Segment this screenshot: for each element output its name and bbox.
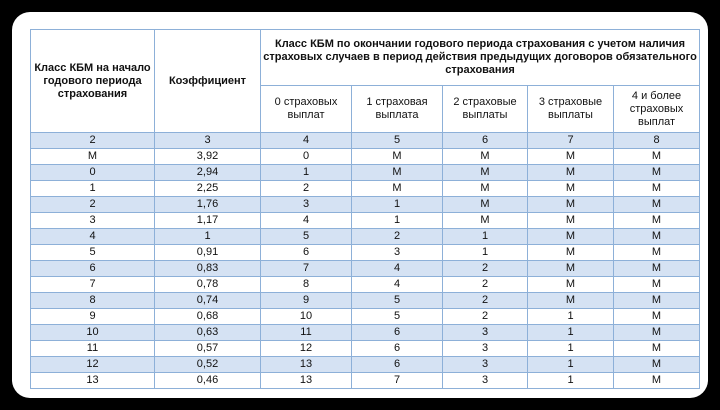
table-cell: 3	[31, 213, 155, 229]
table-row	[31, 213, 700, 229]
table-cell: М	[614, 309, 700, 325]
table-cell: 6	[31, 261, 155, 277]
table-row	[31, 341, 700, 357]
table-cell: 1	[352, 197, 443, 213]
table-cell: М	[352, 181, 443, 197]
table-cell: 6	[443, 133, 528, 149]
table-cell: 1	[528, 357, 614, 373]
table-cell: М	[614, 325, 700, 341]
table-cell: М	[614, 357, 700, 373]
table-cell: 6	[352, 357, 443, 373]
header-sub-3: 3 страховые выплаты	[528, 86, 614, 133]
table-cell: 7	[352, 373, 443, 389]
table-cell: 4	[31, 229, 155, 245]
table-cell: 3	[443, 357, 528, 373]
table-cell: 1,17	[155, 213, 261, 229]
table-cell: 5	[31, 245, 155, 261]
table-cell: 0,83	[155, 261, 261, 277]
table-cell: 10	[31, 325, 155, 341]
table-cell: 12	[261, 341, 352, 357]
table-row	[31, 277, 700, 293]
table-cell: 9	[261, 293, 352, 309]
table-cell: 2	[31, 197, 155, 213]
table-cell: М	[614, 277, 700, 293]
table-cell: М	[614, 341, 700, 357]
table-cell: М	[528, 245, 614, 261]
header-sub-2: 2 страховые выплаты	[443, 86, 528, 133]
table-row	[31, 133, 700, 149]
header-end-class-group: Класс КБМ по окончании годового периода страхования с учетом наличия страховых случаев в период действия предыдущих договоров обязательного страхования	[261, 30, 700, 86]
table-cell: М	[614, 373, 700, 389]
table-row	[31, 181, 700, 197]
table-cell: 1	[528, 341, 614, 357]
table-cell: М	[614, 213, 700, 229]
header-sub-4: 4 и более страховых выплат	[614, 86, 700, 133]
table-cell: 0,91	[155, 245, 261, 261]
table-cell: М	[443, 213, 528, 229]
table-cell: М	[352, 165, 443, 181]
table-cell: 2,94	[155, 165, 261, 181]
table-cell: М	[528, 277, 614, 293]
table-cell: 6	[352, 341, 443, 357]
table-body	[31, 133, 700, 389]
table-cell: М	[614, 245, 700, 261]
table-cell: 0,63	[155, 325, 261, 341]
header-coefficient: Коэффициент	[155, 30, 261, 133]
table-cell: 1	[528, 325, 614, 341]
table-cell: М	[614, 293, 700, 309]
table-cell: М	[528, 261, 614, 277]
table-cell: 10	[261, 309, 352, 325]
table-cell: 13	[261, 373, 352, 389]
table-cell: 8	[31, 293, 155, 309]
table-cell: 8	[614, 133, 700, 149]
table-cell: 13	[31, 373, 155, 389]
header-start-class: Класс КБМ на начало годового периода страхования	[31, 30, 155, 133]
table-cell: 1	[352, 213, 443, 229]
table-row	[31, 309, 700, 325]
table-cell: 4	[352, 277, 443, 293]
table-cell: 0,78	[155, 277, 261, 293]
table-cell: 5	[352, 309, 443, 325]
table-cell: 4	[261, 133, 352, 149]
table-cell: 11	[31, 341, 155, 357]
table-cell: 1	[528, 373, 614, 389]
table-cell: 4	[261, 213, 352, 229]
table-cell: М	[528, 197, 614, 213]
table-cell: 2	[443, 261, 528, 277]
table-cell: М	[443, 149, 528, 165]
table-cell: 3	[443, 325, 528, 341]
table-cell: М	[443, 197, 528, 213]
table-cell: 2	[443, 277, 528, 293]
table-cell: М	[443, 181, 528, 197]
table-row	[31, 165, 700, 181]
table-cell: М	[614, 229, 700, 245]
table-cell: 0,74	[155, 293, 261, 309]
table-cell: 0,52	[155, 357, 261, 373]
table-cell: 3	[443, 341, 528, 357]
table-cell: М	[528, 229, 614, 245]
table-row	[31, 149, 700, 165]
table-cell: 3	[352, 245, 443, 261]
table-cell: 5	[352, 133, 443, 149]
table-row	[31, 245, 700, 261]
table-row	[31, 261, 700, 277]
table-cell: 3	[155, 133, 261, 149]
header-sub-0: 0 страховых выплат	[261, 86, 352, 133]
table-cell: 4	[352, 261, 443, 277]
table-row	[31, 325, 700, 341]
table-cell: 2	[31, 133, 155, 149]
table-cell: 0,46	[155, 373, 261, 389]
table-cell: 2	[261, 181, 352, 197]
table-cell: 6	[261, 245, 352, 261]
table-cell: 2	[443, 293, 528, 309]
table-cell: М	[528, 181, 614, 197]
table-cell: М	[614, 181, 700, 197]
table-cell: 1	[528, 309, 614, 325]
table-cell: М	[443, 165, 528, 181]
table-cell: М	[528, 293, 614, 309]
table-cell: М	[352, 149, 443, 165]
table-cell: 2	[352, 229, 443, 245]
table-cell: 1	[155, 229, 261, 245]
table-row	[31, 197, 700, 213]
table-cell: 1	[443, 229, 528, 245]
table-cell: М	[614, 149, 700, 165]
table-cell: 0	[31, 165, 155, 181]
table-cell: 0,57	[155, 341, 261, 357]
table-cell: 3	[261, 197, 352, 213]
table-cell: 1	[31, 181, 155, 197]
table-cell: 3,92	[155, 149, 261, 165]
table-cell: М	[528, 165, 614, 181]
table-row	[31, 293, 700, 309]
table-cell: 0,68	[155, 309, 261, 325]
table-cell: 2	[443, 309, 528, 325]
table-cell: 5	[261, 229, 352, 245]
table-cell: 7	[31, 277, 155, 293]
table-row	[31, 357, 700, 373]
table-cell: 13	[261, 357, 352, 373]
table-cell: 8	[261, 277, 352, 293]
header-sub-1: 1 страховая выплата	[352, 86, 443, 133]
table-cell: М	[614, 261, 700, 277]
table-cell: 6	[352, 325, 443, 341]
table-cell: 3	[443, 373, 528, 389]
table-cell: 11	[261, 325, 352, 341]
table-cell: 12	[31, 357, 155, 373]
table-cell: 7	[261, 261, 352, 277]
table-cell: 0	[261, 149, 352, 165]
table-cell: 2,25	[155, 181, 261, 197]
table-cell: 5	[352, 293, 443, 309]
table-cell: 1,76	[155, 197, 261, 213]
table-cell: 1	[443, 245, 528, 261]
table-cell: 7	[528, 133, 614, 149]
table-row	[31, 229, 700, 245]
document-card	[12, 12, 708, 398]
table-cell: М	[31, 149, 155, 165]
table-cell: М	[614, 165, 700, 181]
kbm-table	[30, 29, 700, 389]
table-cell: М	[528, 213, 614, 229]
table-row	[31, 373, 700, 389]
table-cell: М	[614, 197, 700, 213]
table-cell: М	[528, 149, 614, 165]
table-cell: 1	[261, 165, 352, 181]
table-cell: 9	[31, 309, 155, 325]
